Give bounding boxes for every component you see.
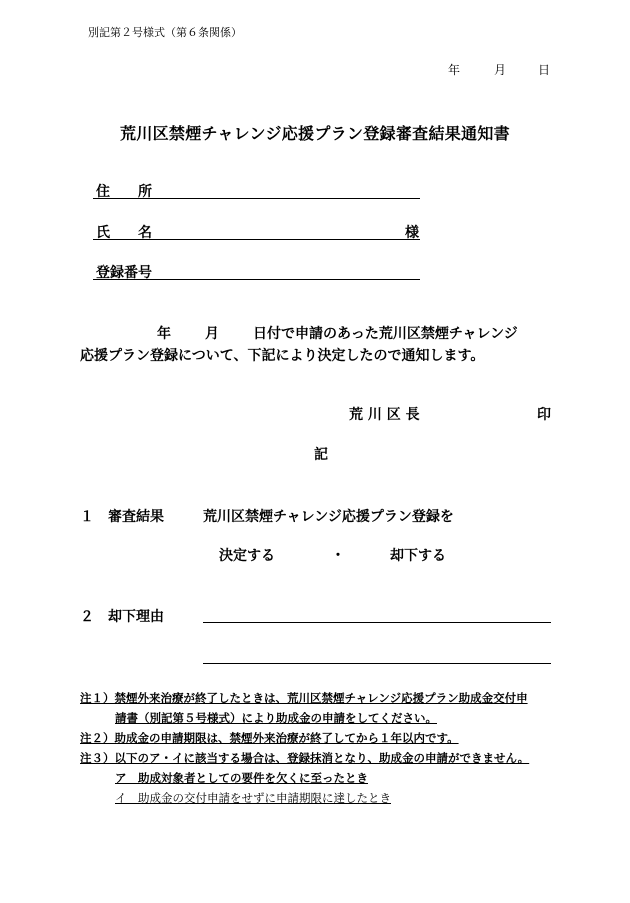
seal-mark: 印 bbox=[537, 407, 551, 423]
address-label: 住 所 bbox=[96, 184, 152, 200]
note3-item-b: イ 助成金の交付申請をせずに申請期限に達したとき bbox=[115, 791, 391, 805]
option-separator: ・ bbox=[331, 548, 345, 564]
note3: 注３）以下のア・イに該当する場合は、登録抹消となり、助成金の申請ができません。 bbox=[80, 751, 530, 765]
body-line1-text: 日付で申請のあった荒川区禁煙チャレンジ bbox=[253, 326, 518, 342]
note1-line2: 請書（別記第５号様式）により助成金の申請をしてください。 bbox=[115, 711, 437, 725]
ki-heading: 記 bbox=[314, 447, 328, 463]
name-label: 氏 名 bbox=[96, 225, 152, 241]
sender-title: 荒 川 区 長 bbox=[349, 407, 420, 423]
registration-number-field-line bbox=[93, 278, 420, 280]
option-approve: 決定する bbox=[219, 548, 275, 564]
date-year-label: 年 bbox=[448, 63, 461, 77]
address-field-line bbox=[93, 197, 420, 199]
section1-label: 審査結果 bbox=[108, 509, 164, 525]
note3-item-a: ア 助成対象者としての要件を欠くに至ったとき bbox=[115, 771, 368, 785]
section2-number: ２ bbox=[80, 609, 94, 625]
form-label: 別記第２号様式（第６条関係） bbox=[88, 26, 242, 39]
reason-line-1 bbox=[203, 621, 551, 623]
note1-line1: 注１）禁煙外来治療が終了したときは、荒川区禁煙チャレンジ応援プラン助成金交付申 bbox=[80, 691, 528, 705]
body-month-label: 月 bbox=[205, 326, 219, 342]
section2-label: 却下理由 bbox=[108, 609, 164, 625]
reason-line-2 bbox=[203, 662, 551, 664]
name-field-line bbox=[93, 238, 420, 240]
date-day-label: 日 bbox=[538, 63, 551, 77]
option-reject: 却下する bbox=[390, 548, 446, 564]
body-year-label: 年 bbox=[157, 326, 171, 342]
section1-text: 荒川区禁煙チャレンジ応援プラン登録を bbox=[203, 509, 454, 525]
note2: 注２）助成金の申請期限は、禁煙外来治療が終了してから１年以内です。 bbox=[80, 731, 459, 745]
section1-number: １ bbox=[80, 509, 94, 525]
body-line2-text: 応援プラン登録について、下記により決定したので通知します。 bbox=[80, 348, 485, 364]
document-title: 荒川区禁煙チャレンジ応援プラン登録審査結果通知書 bbox=[120, 124, 510, 143]
registration-number-label: 登録番号 bbox=[96, 265, 152, 281]
honorific-sama: 様 bbox=[405, 225, 419, 241]
date-month-label: 月 bbox=[494, 63, 507, 77]
